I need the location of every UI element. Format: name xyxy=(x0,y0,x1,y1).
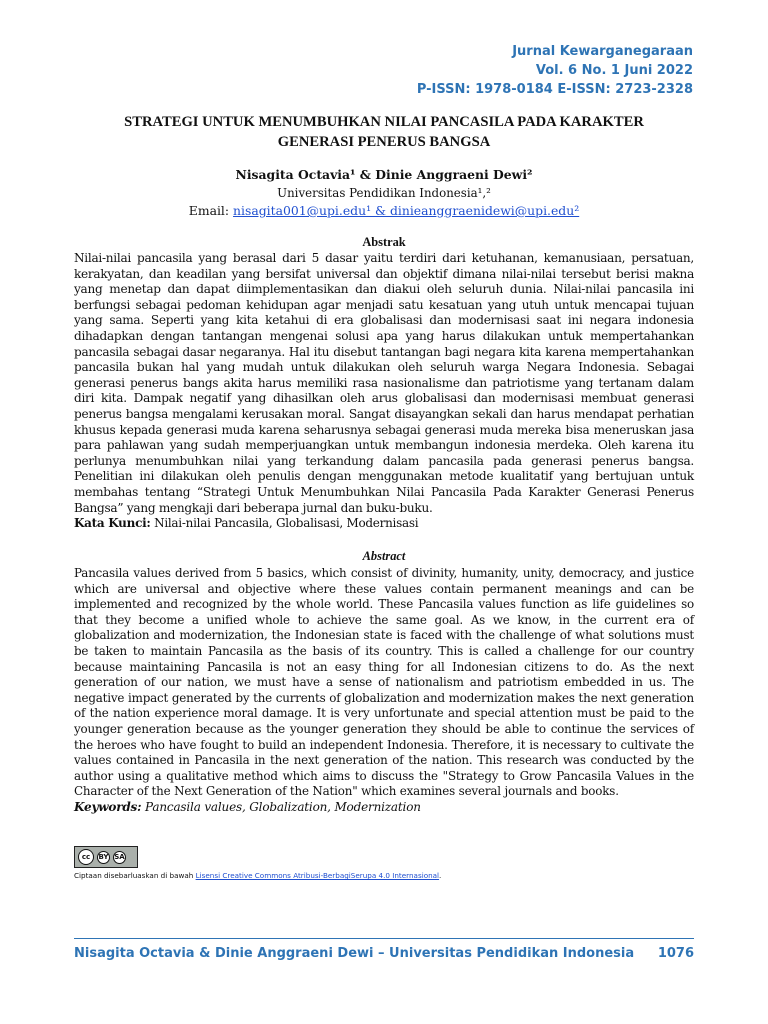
abstrak-heading: Abstrak xyxy=(362,235,406,249)
paper-title-line1: STRATEGI UNTUK MENUMBUHKAN NILAI PANCASILA PADA KARAKTER xyxy=(124,114,644,130)
creative-commons-badge[interactable] xyxy=(74,846,138,868)
license-suffix: . xyxy=(439,871,442,880)
author-email-line xyxy=(70,202,698,220)
journal-issn: P-ISSN: 1978-0184 E-ISSN: 2723-2328 xyxy=(416,82,693,97)
footer-authors: Nisagita Octavia & Dinie Anggraeni Dewi – Universitas Pendidikan Indonesia xyxy=(74,946,635,961)
abstrak-section xyxy=(74,251,694,532)
sa-icon: SA xyxy=(113,851,126,864)
abstract-keywords-values: Pancasila values, Globalization, Modernization xyxy=(145,799,421,814)
abstract-section xyxy=(74,566,694,816)
email-links[interactable]: nisagita001@upi.edu¹ & dinieanggraenidewi@upi.edu² xyxy=(233,203,580,218)
license-prefix: Ciptaan disebarluaskan di bawah xyxy=(74,871,194,880)
page-number: 1076 xyxy=(657,946,694,961)
abstrak-keywords-label: Kata Kunci: xyxy=(74,516,151,531)
abstract-heading: Abstract xyxy=(362,549,406,563)
journal-header xyxy=(417,42,693,99)
paper-title xyxy=(80,112,688,152)
by-icon: BY xyxy=(97,851,110,864)
email-label: Email: xyxy=(188,203,230,218)
author-block xyxy=(70,166,698,220)
journal-name: Jurnal Kewarganegaraan xyxy=(512,44,693,59)
cc-icon: cc xyxy=(78,849,94,865)
journal-volume: Vol. 6 No. 1 Juni 2022 xyxy=(535,63,693,78)
abstrak-keywords-values: Nilai-nilai Pancasila, Globalisasi, Modernisasi xyxy=(154,516,419,531)
author-names: Nisagita Octavia¹ & Dinie Anggraeni Dewi² xyxy=(235,167,533,182)
footer-divider xyxy=(74,938,694,939)
author-affiliation: Universitas Pendidikan Indonesia¹,² xyxy=(277,186,491,200)
abstract-text: Pancasila values derived from 5 basics, which consist of divinity, humanity, unity, democracy, and justice which are universal and objective where these values contain permanent meanings and can be implemented and recognized by the whole world. These Pancasila values function as life guidelines so that they become a unified whole to achieve the same goal. As we know, in the current era of globalization and modernization, the Indonesian state is faced with the challenge of what solutions must be taken to maintain Pancasila as the basis of its country. This is called a challenge for our country because maintaining Pancasila is not an easy thing for all Indonesian citizens to do. As the next generation of our nation, we must have a sense of nationalism and patriotism embedded in us. The negative impact generated by the currents of globalization and modernization makes the next generation of the nation experience moral damage. It is very unfortunate and special attention must be paid to the younger generation because as the younger generation they should be able to continue the services of the heroes who have fought to build an independent Indonesia. Therefore, it is necessary to cultivate the values contained in Pancasila in the next generation of the nation. This research was conducted by the author using a qualitative method which aims to discuss the "Strategy to Grow Pancasila Values in the Character of the Next Generation of the Nation" which examines several journals and books. xyxy=(74,566,694,799)
page-footer xyxy=(74,946,694,961)
abstract-keywords xyxy=(74,800,694,816)
abstrak-text: Nilai-nilai pancasila yang berasal dari 5 dasar yaitu terdiri dari ketuhanan, kemanusiaan, persatuan, kerakyatan, dan keadilan yang bersifat universal dan objektif dimana nilai-nilai tersebut berisi makna yang menetap dan dapat diimplementasikan dan diakui oleh seluruh dunia. Nilai-nilai pancasila ini berfungsi sebagai pedoman kehidupan agar menjadi satu kesatuan yang utuh untuk mencapai tujuan yang sama. Seperti yang kita ketahui di era globalisasi dan modernisasi saat ini negara indonesia dihadapkan dengan tantangan mengenai solusi apa yang harus dilakukan untuk mempertahankan pancasila sebagai dasar negaranya. Hal itu disebut tantangan bagi negara kita karena mempertahankan pancasila bukan hal yang mudah untuk dilakukan oleh seluruh warga Negara Indonesia. Sebagai generasi penerus bangs akita harus memiliki rasa nasionalisme dan patriotisme yang tertanam dalam diri kita. Dampak negatif yang dihasilkan oleh arus globalisasi dan modernisasi membuat generasi penerus bangsa mengalami kerusakan moral. Sangat disayangkan sekali dan harus mendapat perhatian khusus kepada generasi muda karena seharusnya sebagai generasi muda mereka bisa meneruskan jasa para pahlawan yang sudah memperjuangkan untuk membangun indonesia merdeka. Oleh karena itu perlunya menumbuhkan nilai yang terkandung dalam pancasila pada generasi penerus bangsa. Penelitian ini dilakukan oleh penulis dengan menggunakan metode kualitatif yang bertujuan untuk membahas tentang “Strategi Untuk Menumbuhkan Nilai Pancasila Pada Karakter Generasi Penerus Bangsa” yang mengkaji dari beberapa jurnal dan buku-buku. xyxy=(74,251,694,515)
abstrak-keywords xyxy=(74,516,694,532)
paper-title-line2: GENERASI PENERUS BANGSA xyxy=(277,134,491,150)
license-block xyxy=(74,846,441,881)
license-link[interactable]: Lisensi Creative Commons Atribusi-BerbagiSerupa 4.0 Internasional xyxy=(195,871,440,880)
abstract-keywords-label: Keywords: xyxy=(74,799,142,814)
